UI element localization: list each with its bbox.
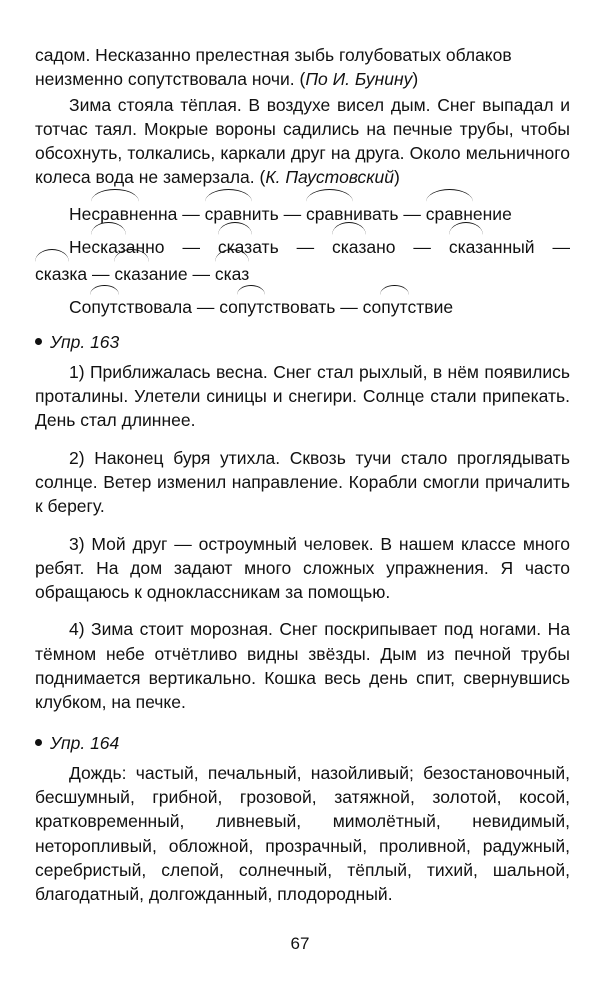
paragraph-bunin: садом. Несказанно прелестная зыбь голубоватых облаков неизменно сопутствовала ночи. (По И. Бунину) bbox=[35, 45, 512, 90]
word-neskazanno: Не сказанно bbox=[69, 237, 165, 257]
paustovsky-text: Зима стояла тёплая. В воздухе висел дым. Снег выпадал и тотчас таял. Мокрые вороны садились на печные трубы, чтобы обсохнуть, толкались, каркали друг на друга. Около мельничного колеса вода не замерзала. ( bbox=[35, 94, 570, 188]
word-family-line-2: Не сказанно — сказать — сказано — сказанный — bbox=[35, 231, 570, 264]
paragraph-paustovsky: Зима стояла тёплая. В воздухе висел дым. Снег выпадал и тотчас таял. Мокрые вороны садились на печные трубы, чтобы обсохнуть, толкались, каркали друг на друга. Около мельничного колеса вода не замерзала. (К. Паустовский) bbox=[35, 94, 570, 188]
bullet-icon bbox=[35, 338, 42, 345]
word-soputstvovala: Со путствовала bbox=[69, 297, 192, 317]
exercise-163-item-3: 3) Мой друг — остроумный человек. В нашем классе много ребят. На дом задают много сложных упражнения. Я часто обращаюсь к одноклассникам за помощью. bbox=[35, 533, 570, 603]
word-sravnivat: сравнивать bbox=[306, 204, 399, 224]
page-number: 67 bbox=[290, 934, 310, 953]
bunin-line-2: неизменно сопутствовала ночи. ( bbox=[35, 69, 306, 90]
bullet-icon bbox=[35, 739, 42, 746]
exercise-163-item-2: 2) Наконец буря утихла. Сквозь тучи стало проглядывать солнце. Ветер изменил направление. Корабли смогли причалить к берегу. bbox=[35, 447, 570, 517]
word-family-line-3: сказка — сказание — сказ bbox=[35, 258, 570, 291]
word-family-line-1: Не сравненна — сравнить — сравнивать — сравнение bbox=[35, 198, 570, 231]
word-skazano: сказано bbox=[332, 237, 396, 257]
word-skazannyi: сказанный bbox=[449, 237, 535, 257]
exercise-163-heading: Упр. 163 bbox=[35, 330, 570, 354]
exercise-163-item-4: 4) Зима стоит морозная. Снег поскрипывает под ногами. На тёмном небе отчётливо видны звёзды. Дым из печной трубы поднимается вертикально. Кошка весь день спит, свернувшись клубком, на печке. bbox=[35, 619, 570, 713]
word-sravnenie: сравнение bbox=[426, 204, 512, 224]
word-skaz: сказ bbox=[215, 264, 249, 284]
exercise-163-item-1: 1) Приближалась весна. Снег стал рыхлый, в нём появились проталины. Улетели синицы и снегири. Солнце стали припекать. День стал длиннее. bbox=[35, 361, 570, 431]
word-skazka: сказка bbox=[35, 264, 87, 284]
word-skazat: сказать bbox=[218, 237, 279, 257]
exercise-164-text: Дождь: частый, печальный, назойливый; безостановочный, бесшумный, грибной, грозовой, затяжной, золотой, косой, кратковременный, ливневый, мимолётный, невидимый, неторопливый, обложной, прозрачный, проливной, радужный, серебристый, слепой, солнечный, тёплый, тихий, шальной, благодатный, долгожданный, плодородный. bbox=[35, 762, 570, 905]
word-soputstvie: со путствие bbox=[363, 297, 454, 317]
textbook-page bbox=[35, 0, 570, 906]
bunin-source: По И. Бунину bbox=[305, 69, 413, 90]
word-soputstvovat: со путствовать bbox=[219, 297, 335, 317]
word-sravnit: сравнить bbox=[205, 204, 279, 224]
exercise-164-heading: Упр. 164 bbox=[35, 731, 570, 755]
bunin-line-1: садом. Несказанно прелестная зыбь голубоватых облаков bbox=[35, 45, 512, 65]
word-nesravnenna: Не сравненна bbox=[69, 204, 177, 224]
word-skazanie: сказание bbox=[114, 264, 187, 284]
top-spacer bbox=[35, 0, 570, 43]
word-family-line-4: Со путствовала — со путствовать — со путствие bbox=[35, 291, 570, 324]
paustovsky-source: К. Паустовский bbox=[265, 167, 395, 188]
